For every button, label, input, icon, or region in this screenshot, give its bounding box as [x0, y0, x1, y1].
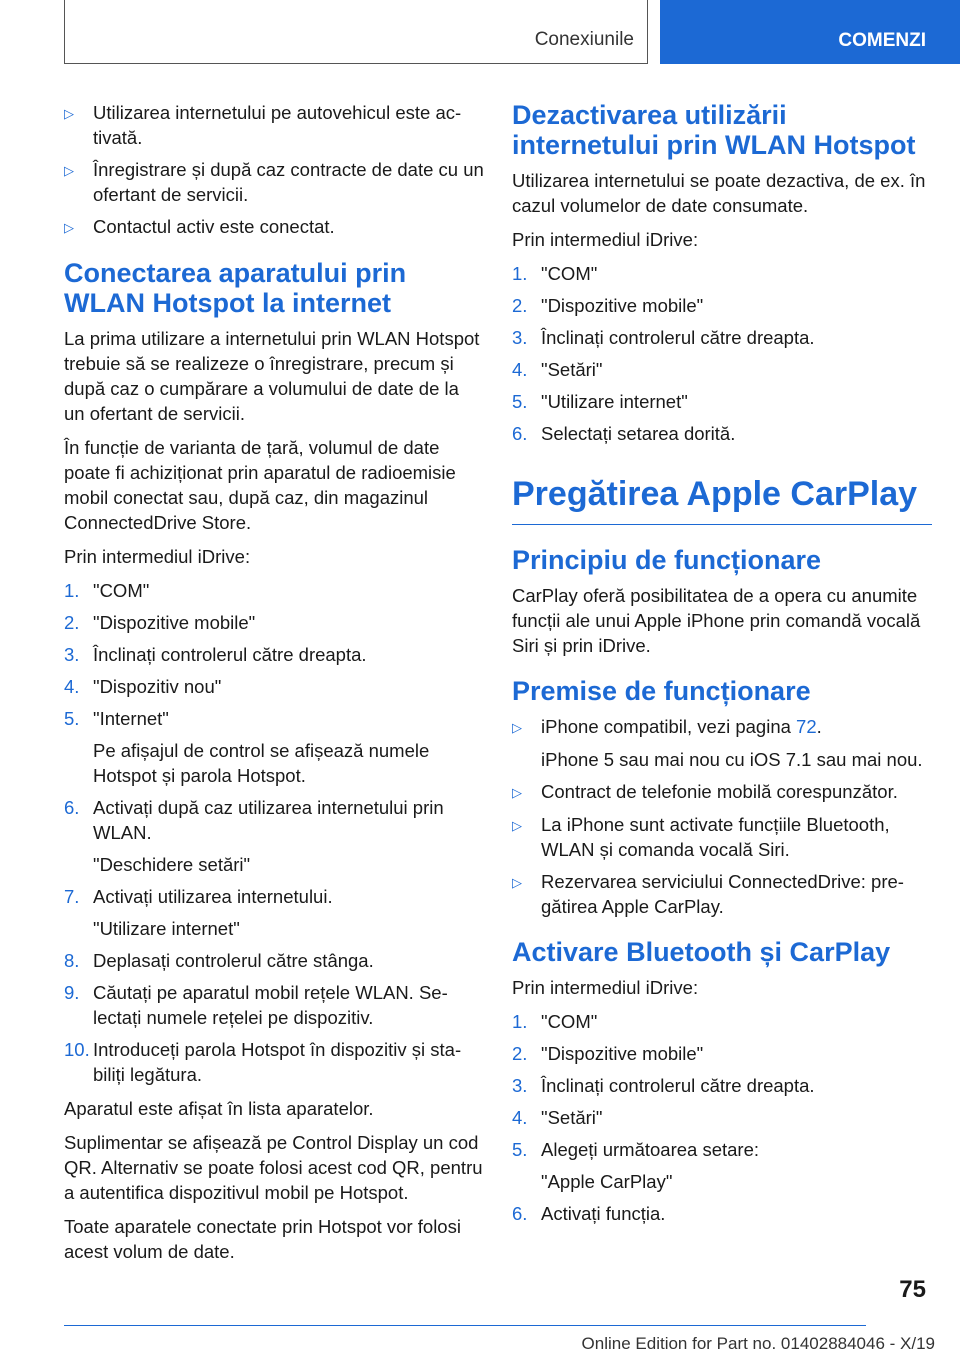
- paragraph: Prin intermediul iDrive:: [512, 977, 699, 998]
- step-item: [512, 421, 932, 446]
- left-column: [64, 100, 484, 1273]
- list-item: [512, 812, 932, 862]
- list-item-text: Rezervarea serviciului ConnectedDrive: pregătirea Apple CarPlay.: [541, 871, 904, 917]
- list-item: [64, 214, 484, 240]
- footer-text: Online Edition for Part no. 01402884046 - X/19: [581, 1334, 935, 1353]
- step-text: Activați funcția.: [541, 1203, 666, 1224]
- list-item: [64, 100, 484, 150]
- step-number: 5.: [512, 1139, 528, 1160]
- step-number: 7.: [64, 886, 80, 907]
- step-text: Înclinați controlerul către dreapta.: [541, 1075, 815, 1096]
- step-item: [512, 357, 932, 382]
- step-number: 4.: [512, 359, 528, 380]
- list-item-text: La iPhone sunt activate funcțiile Bluetooth, WLAN și comanda vocală Siri.: [541, 814, 890, 860]
- step-subtext: Pe afișajul de control se afișează numele Hotspot și parola Hotspot.: [93, 740, 430, 786]
- paragraph: Aparatul este afișat în lista aparatelor.: [64, 1098, 374, 1119]
- step-text: "Setări": [541, 359, 603, 380]
- step-item: [512, 261, 932, 286]
- list-item-text: Înregistrare și după caz contracte de date cu un ofertant de servicii.: [93, 159, 484, 205]
- section-tab: [64, 0, 648, 64]
- step-item: [512, 389, 932, 414]
- step-number: 6.: [512, 1203, 528, 1224]
- triangle-right-icon: ▷: [512, 818, 522, 833]
- heading-deactivate: Dezactivarea utilizării internetului prin WLAN Hotspot: [512, 100, 916, 160]
- step-item: [64, 578, 484, 603]
- triangle-right-icon: ▷: [512, 720, 522, 735]
- step-item: [64, 948, 484, 973]
- step-text: Deplasați controlerul către stânga.: [93, 950, 374, 971]
- triangle-right-icon: ▷: [512, 875, 522, 890]
- step-number: 4.: [64, 676, 80, 697]
- step-number: 2.: [512, 1043, 528, 1064]
- section-title: Conexiunile: [534, 29, 634, 50]
- page-link[interactable]: 72: [796, 716, 817, 737]
- paragraph: Utilizarea internetului se poate dezactiva, de ex. în cazul volumelor de date consumate.: [512, 170, 926, 216]
- step-number: 2.: [64, 612, 80, 633]
- step-text: Înclinați controlerul către dreapta.: [93, 644, 367, 665]
- step-item: [64, 674, 484, 699]
- list-item-text: iPhone compatibil, vezi pagina 72.: [541, 716, 822, 737]
- paragraph: Toate aparatele conectate prin Hotspot vor folosi acest volum de date.: [64, 1216, 461, 1262]
- step-number: 1.: [512, 1011, 528, 1032]
- list-item-text: Utilizarea internetului pe autovehicul este activată.: [93, 102, 462, 148]
- step-item: [64, 1037, 484, 1087]
- paragraph: CarPlay oferă posibilitatea de a opera cu anumite funcții ale unui Apple iPhone prin comandă vocală Siri și prin iDrive.: [512, 585, 921, 656]
- step-text: Introduceți parola Hotspot în dispozitiv și stabiliți legătura.: [93, 1039, 462, 1085]
- step-item: [64, 884, 484, 909]
- step-item: [64, 610, 484, 635]
- step-text: Activați după caz utilizarea internetului prin WLAN.: [93, 797, 444, 843]
- prerequisites-list: [512, 714, 932, 919]
- paragraph: La prima utilizare a internetului prin WLAN Hotspot trebuie să se realizeze o înregistrare, precum și după caz o cumpărare a volumului de date de la un ofertant de servicii.: [64, 328, 480, 424]
- step-number: 9.: [64, 982, 80, 1003]
- triangle-right-icon: ▷: [64, 163, 74, 178]
- step-text: Selectați setarea dorită.: [541, 423, 736, 444]
- step-subtext: "Apple CarPlay": [541, 1171, 673, 1192]
- step-text: "Utilizare internet": [541, 391, 688, 412]
- heading-prerequisites: Premise de funcționare: [512, 676, 811, 706]
- triangle-right-icon: ▷: [64, 220, 74, 235]
- step-number: 5.: [64, 708, 80, 729]
- page-number: 75: [899, 1276, 926, 1303]
- step-item: [64, 642, 484, 667]
- step-item: [512, 293, 932, 318]
- step-number: 2.: [512, 295, 528, 316]
- list-item-subtext: iPhone 5 sau mai nou cu iOS 7.1 sau mai nou.: [541, 749, 923, 770]
- connect-steps: [64, 578, 484, 1087]
- step-number: 8.: [64, 950, 80, 971]
- step-item: [512, 1105, 932, 1130]
- step-item: [512, 325, 932, 350]
- triangle-right-icon: ▷: [64, 106, 74, 121]
- heading-activate-bluetooth: Activare Bluetooth și CarPlay: [512, 937, 891, 967]
- footer-divider: [64, 1325, 866, 1326]
- chapter-title-carplay: Pregătirea Apple CarPlay: [512, 466, 932, 525]
- step-number: 3.: [512, 327, 528, 348]
- step-item: [64, 795, 484, 845]
- heading-connect-hotspot: Conectarea aparatului prin WLAN Hotspot la internet: [64, 258, 407, 318]
- step-number: 4.: [512, 1107, 528, 1128]
- list-item: [64, 157, 484, 207]
- step-item: [512, 1073, 932, 1098]
- triangle-right-icon: ▷: [512, 785, 522, 800]
- step-item: [512, 1009, 932, 1034]
- paragraph: Suplimentar se afișează pe Control Display un cod QR. Alternativ se poate folosi acest cod QR, pentru a autentifica dispozitivul mobil pe Hotspot.: [64, 1132, 483, 1203]
- list-item-text: Contactul activ este conectat.: [93, 216, 335, 237]
- step-text: "Setări": [541, 1107, 603, 1128]
- chapter-tab: [660, 0, 960, 64]
- step-text: "Dispozitiv nou": [93, 676, 222, 697]
- step-subtext: "Utilizare internet": [93, 918, 240, 939]
- prerequisites-bullets: [512, 779, 932, 919]
- step-text: "Dispozitive mobile": [541, 295, 704, 316]
- paragraph: În funcție de varianta de țară, volumul de date poate fi achiziționat prin aparatul de radioemisie mobil conectat sau, după caz, din magazinul ConnectedDrive Store.: [64, 437, 456, 533]
- step-number: 5.: [512, 391, 528, 412]
- list-item: [512, 714, 932, 740]
- step-item: [64, 980, 484, 1030]
- list-item: [512, 869, 932, 919]
- step-text: Căutați pe aparatul mobil rețele WLAN. Selectați numele rețelei pe dispozitiv.: [93, 982, 448, 1028]
- step-item: [512, 1137, 932, 1162]
- step-text: "COM": [541, 263, 598, 284]
- list-item-text: Contract de telefonie mobilă corespunzător.: [541, 781, 898, 802]
- step-text: "COM": [541, 1011, 598, 1032]
- step-text: "Dispozitive mobile": [93, 612, 256, 633]
- chapter-title: COMENZI: [838, 30, 926, 51]
- paragraph: Prin intermediul iDrive:: [512, 229, 699, 250]
- step-number: 3.: [512, 1075, 528, 1096]
- step-item: [64, 706, 484, 731]
- heading-principle: Principiu de funcționare: [512, 545, 822, 575]
- step-item: [512, 1201, 932, 1226]
- activate-steps: [512, 1009, 932, 1226]
- step-text: Alegeți următoarea setare:: [541, 1139, 760, 1160]
- right-column: [512, 100, 932, 1235]
- deactivate-steps: [512, 261, 932, 446]
- step-number: 1.: [64, 580, 80, 601]
- step-number: 10.: [64, 1039, 90, 1060]
- list-item: [512, 779, 932, 805]
- step-text: "COM": [93, 580, 150, 601]
- step-text: "Internet": [93, 708, 169, 729]
- step-subtext: "Deschidere setări": [93, 854, 251, 875]
- step-number: 6.: [512, 423, 528, 444]
- step-number: 1.: [512, 263, 528, 284]
- step-text: "Dispozitive mobile": [541, 1043, 704, 1064]
- step-number: 3.: [64, 644, 80, 665]
- step-number: 6.: [64, 797, 80, 818]
- step-text: Activați utilizarea internetului.: [93, 886, 333, 907]
- step-item: [512, 1041, 932, 1066]
- paragraph: Prin intermediul iDrive:: [64, 546, 251, 567]
- step-text: Înclinați controlerul către dreapta.: [541, 327, 815, 348]
- requirements-list: [64, 100, 484, 240]
